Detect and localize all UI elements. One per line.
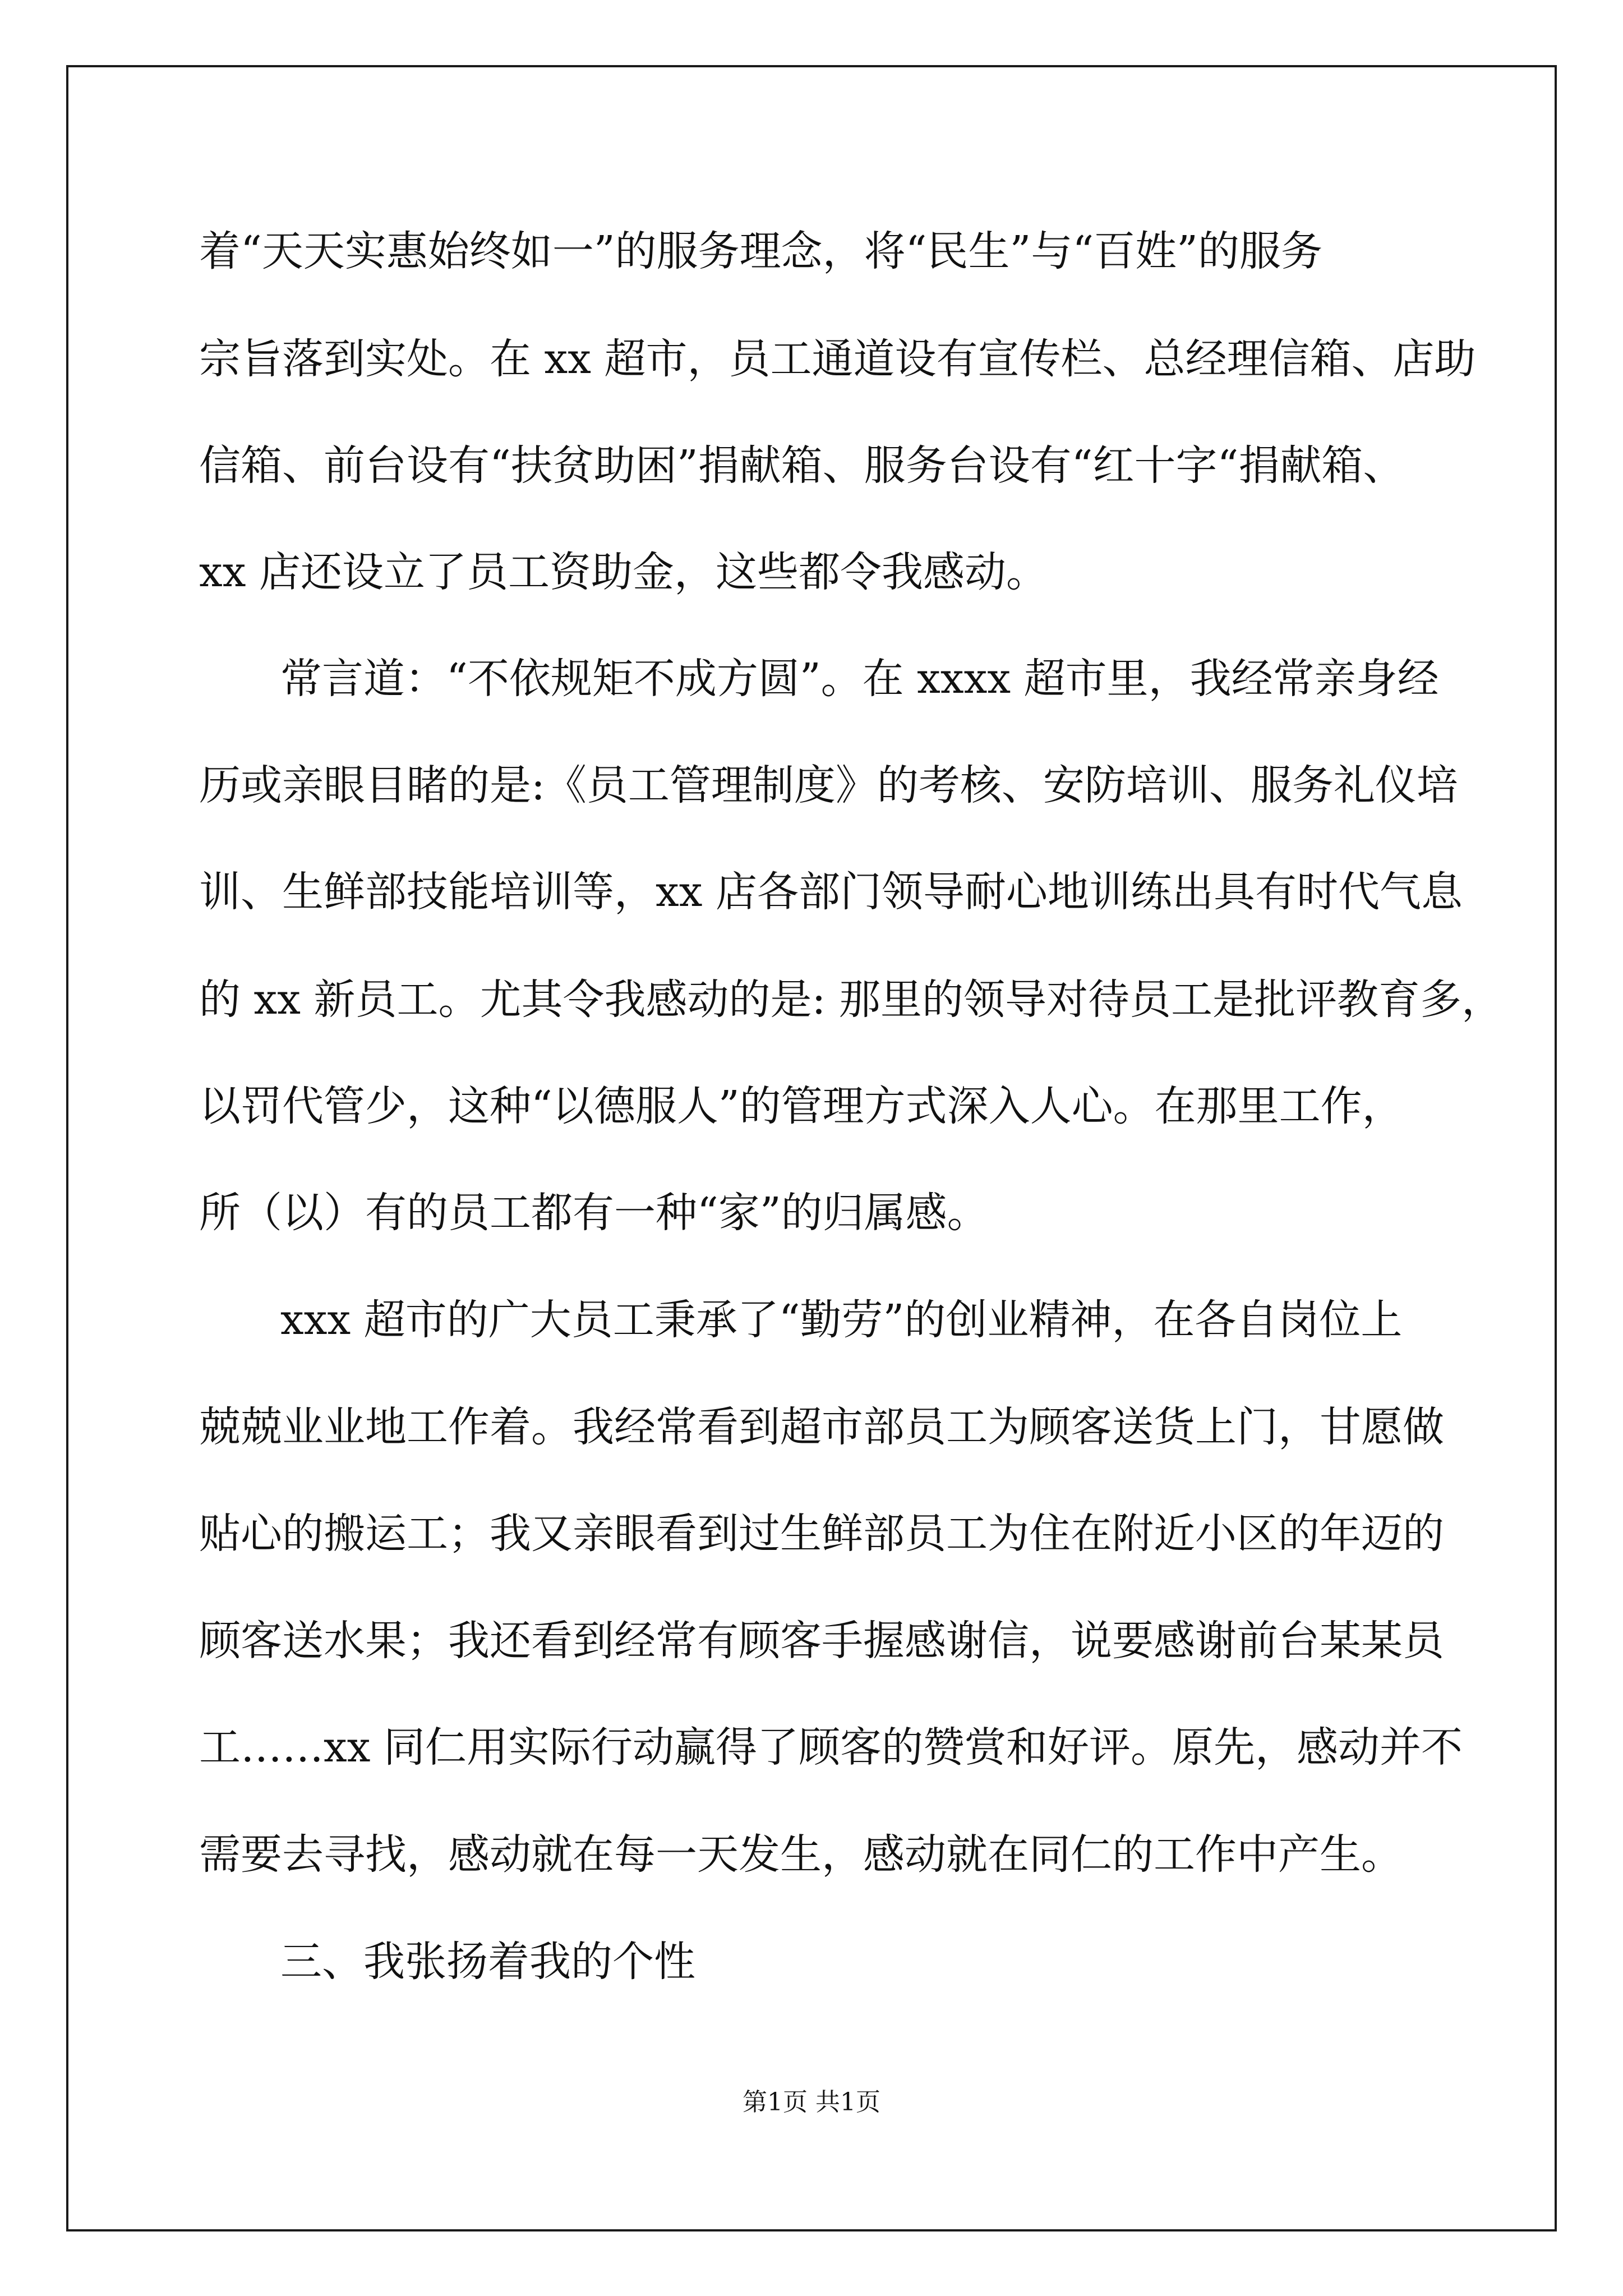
body-text-line: 以罚代管少，这种“以德服人”的管理方式深入人心。在那里工作， [199, 1082, 1404, 1130]
body-text-line: 宗旨落到实处。在 xx 超市，员工通道设有宣传栏、总经理信箱、店助 [199, 335, 1476, 383]
body-text-line: 的 xx 新员工。尤其令我感动的是: 那里的领导对待员工是批评教育多， [199, 976, 1503, 1024]
body-text-line: 常言道：“不依规矩不成方圆”。在 xxxx 超市里，我经常亲身经 [280, 655, 1439, 703]
body-text-line: 着“天天实惠始终如一”的服务理念，将“民生”与“百姓”的服务 [199, 227, 1322, 275]
body-text-line: 信箱、前台设有“扶贫助困”捐献箱、服务台设有“红十字“捐献箱、 [199, 441, 1405, 490]
body-text-line: 兢兢业业地工作着。我经常看到超市部员工为顾客送货上门，甘愿做 [199, 1403, 1444, 1451]
body-text-line: xxx 超市的广大员工秉承了“勤劳”的创业精神，在各自岗位上 [280, 1296, 1403, 1344]
section-heading: 三、我张扬着我的个性 [280, 1938, 695, 1986]
body-text-line: xx 店还设立了员工资助金，这些都令我感动。 [199, 548, 1048, 596]
body-text-line: 需要去寻找，感动就在每一天发生，感动就在同仁的工作中产生。 [199, 1830, 1403, 1879]
body-text-line: 贴心的搬运工；我又亲眼看到过生鲜部员工为住在附近小区的年迈的 [199, 1510, 1444, 1558]
body-text-line: 所（以）有的员工都有一种“家”的归属感。 [199, 1189, 989, 1237]
page-border [66, 65, 1557, 2231]
body-text-line: 顾客送水果；我还看到经常有顾客手握感谢信，说要感谢前台某某员 [199, 1617, 1444, 1665]
page-footer: 第1页 共1页 [743, 2088, 880, 2116]
body-text-line: 工……xx 同仁用实际行动赢得了顾客的赞赏和好评。原先，感动并不 [199, 1723, 1463, 1772]
body-text-line: 训、生鲜部技能培训等，xx 店各部门领导耐心地训练出具有时代气息 [199, 868, 1463, 916]
body-text-line: 历或亲眼目睹的是:《员工管理制度》的考核、安防培训、服务礼仪培 [199, 761, 1458, 809]
